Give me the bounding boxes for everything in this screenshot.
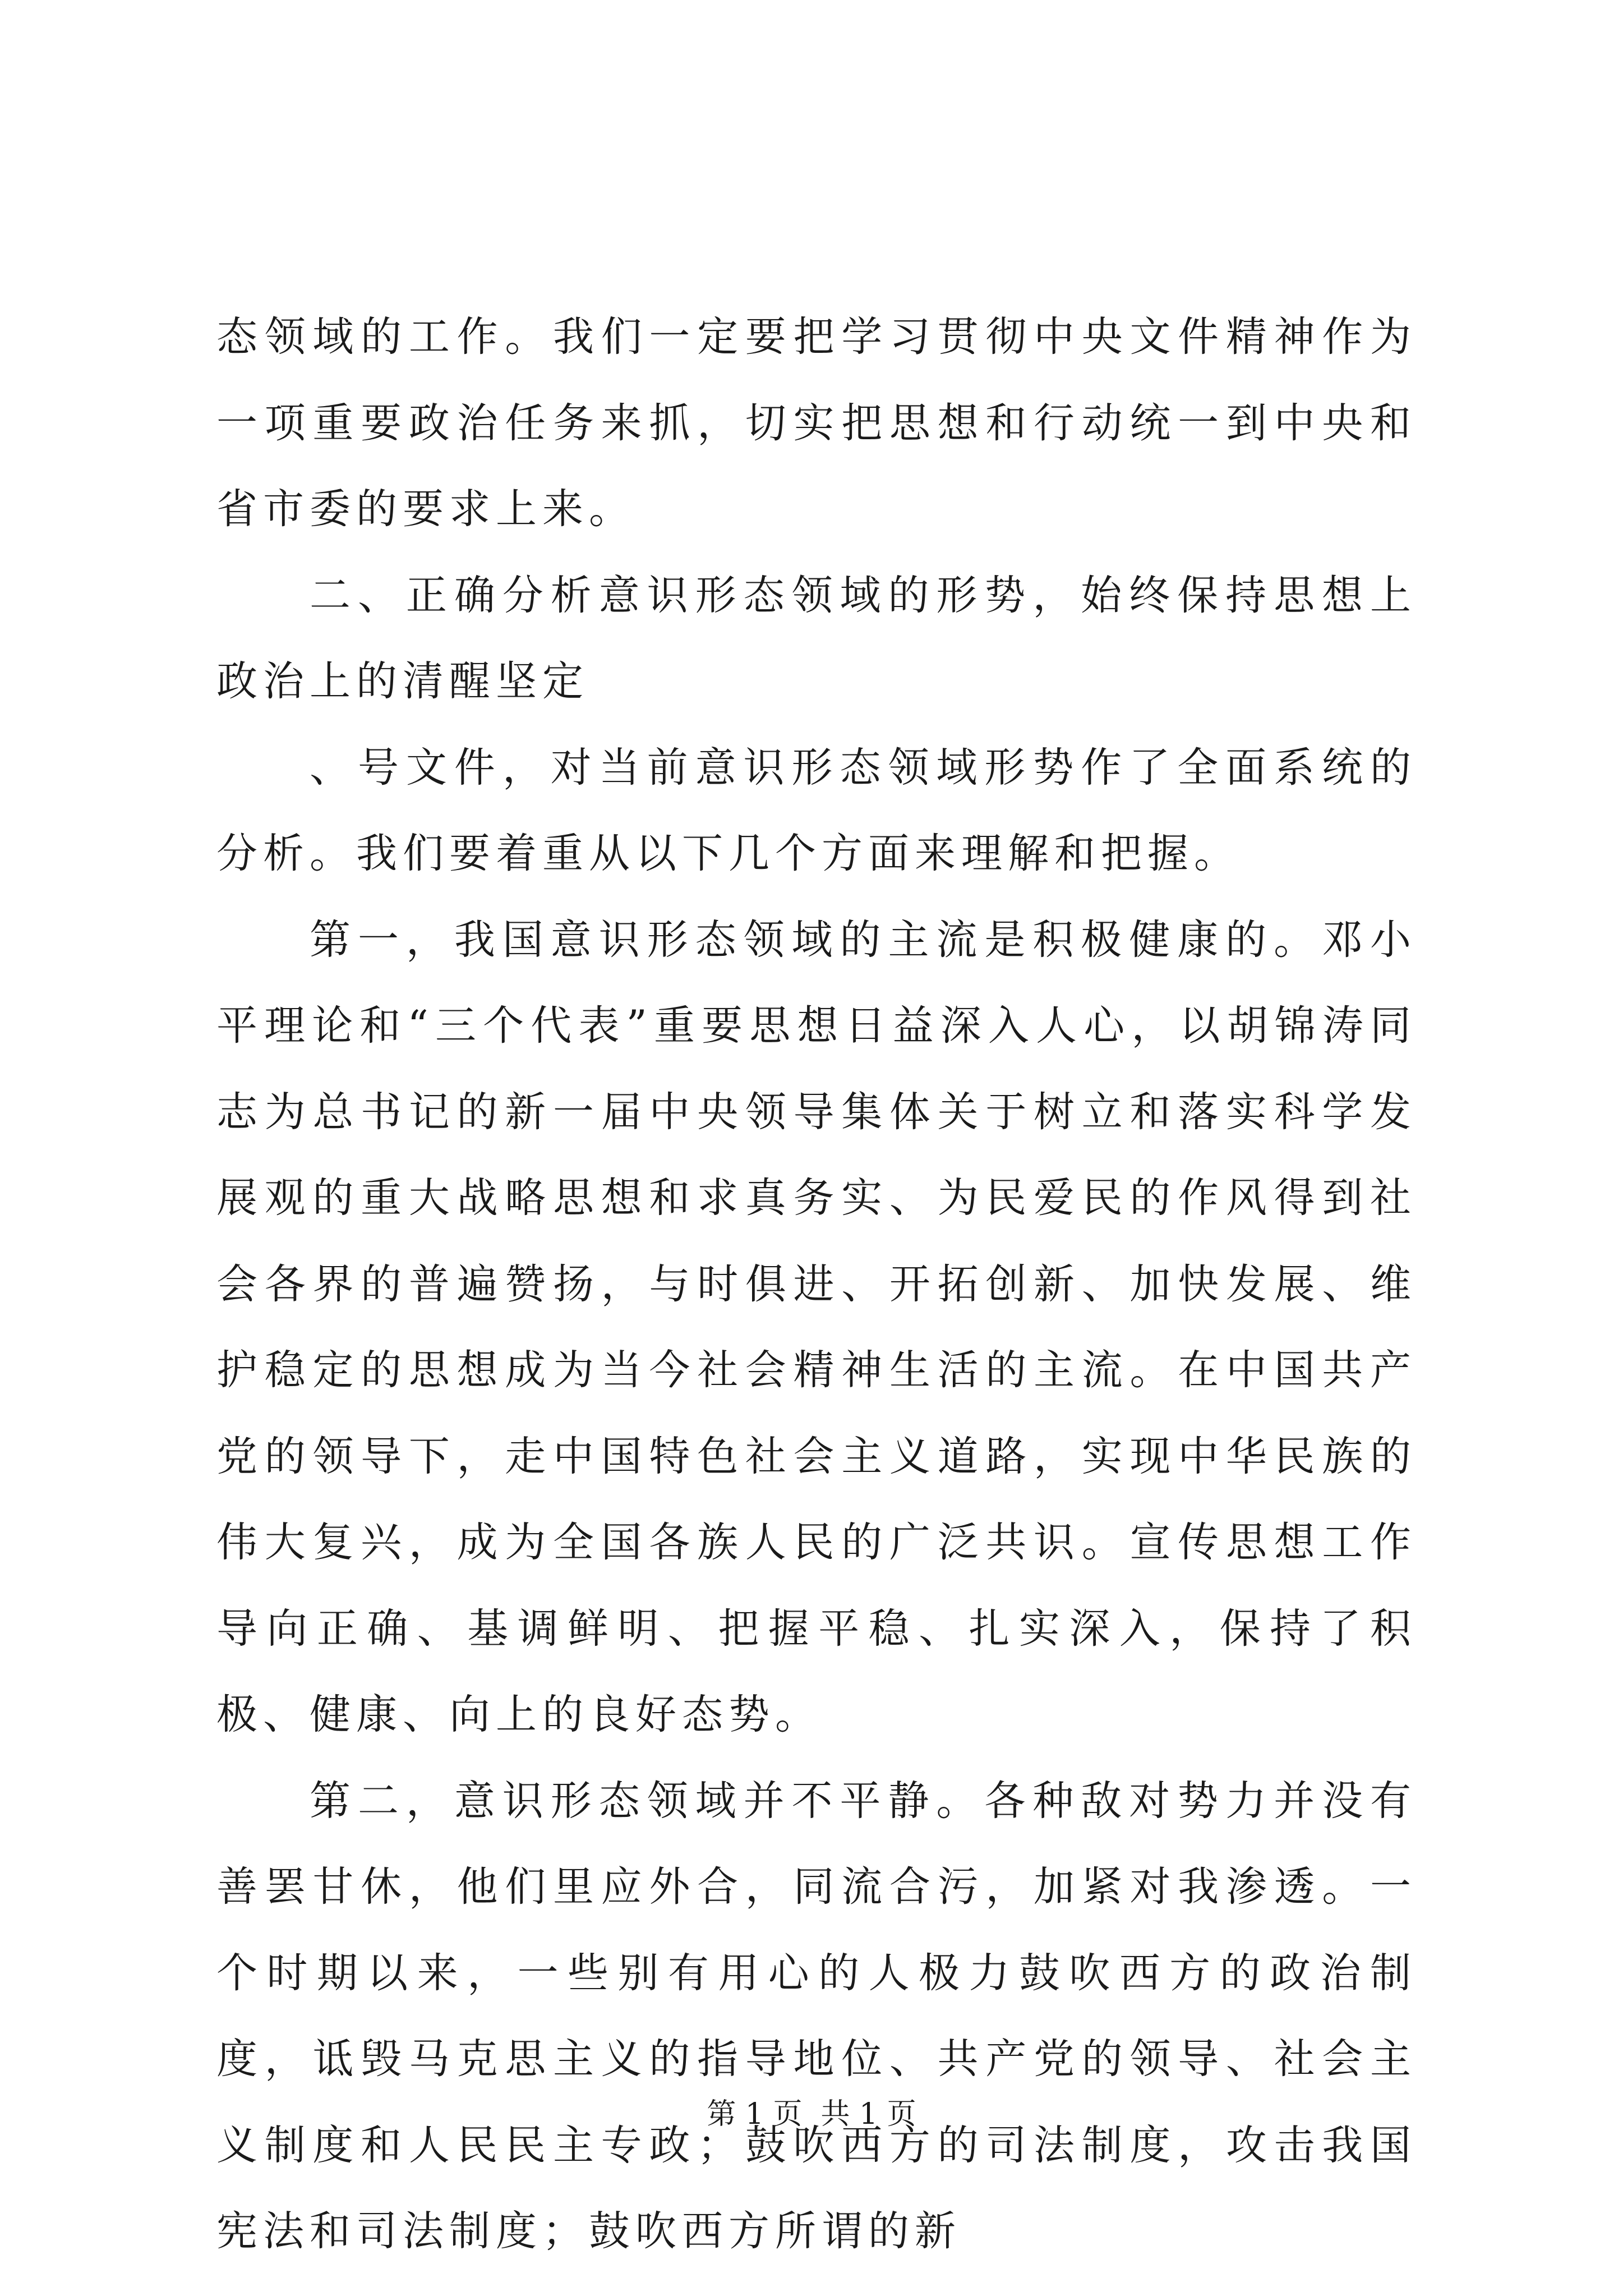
section-heading: 二、正确分析意识形态领域的形势，始终保持思想上政治上的清醒坚定: [216, 571, 1417, 705]
paragraph-continuation: 态领域的工作。我们一定要把学习贯彻中央文件精神作为一项重要政治任务来抓，切实把思想和行动统一到中央和省市委的要求上来。: [216, 313, 1417, 533]
paragraph-point-two: 第二，意识形态领域并不平静。各种敌对势力并没有善罢甘休，他们里应外合，同流合污，加紧对我渗透。一个时期以来，一些别有用心的人极力鼓吹西方的政治制度，诋毁马克思主义的指导地位、共产党的领导、社会主义制度和人民民主专政；鼓吹西方的司法制度，攻击我国宪法和司法制度；鼓吹西方所谓的新: [216, 1777, 1417, 2255]
paragraph-point-one: 第一，我国意识形态领域的主流是积极健康的。邓小平理论和“三个代表”重要思想日益深入人心，以胡锦涛同志为总书记的新一届中央领导集体关于树立和落实科学发展观的重大战略思想和求真务实、为民爱民的作风得到社会各界的普遍赞扬，与时俱进、开拓创新、加快发展、维护稳定的思想成为当今社会精神生活的主流。在中国共产党的领导下，走中国特色社会主义道路，实现中华民族的伟大复兴，成为全国各族人民的广泛共识。宣传思想工作导向正确、基调鲜明、把握平稳、扎实深入，保持了积极、健康、向上的良好态势。: [216, 915, 1417, 1738]
page-number-footer: 第 1 页 共 1 页: [707, 2097, 916, 2131]
paragraph-documents: 、号文件，对当前意识形态领域形势作了全面系统的分析。我们要着重从以下几个方面来理解和把握。: [216, 743, 1417, 877]
document-body: [216, 294, 1417, 2275]
